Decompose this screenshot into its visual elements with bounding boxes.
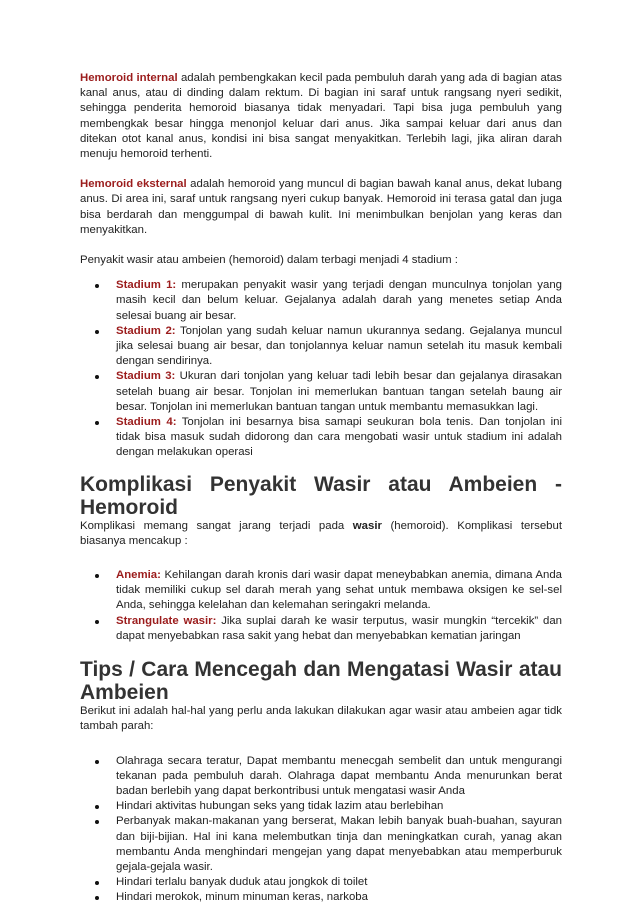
paragraph-hemoroid-internal	[80, 71, 562, 162]
strangulate-term: Strangulate wasir:	[116, 614, 217, 627]
complications-list	[80, 568, 562, 644]
list-item-stage-2	[80, 324, 562, 370]
paragraph-stages-lead: Penyakit wasir atau ambeien (hemoroid) dalam terbagi menjadi 4 stadium :	[80, 254, 458, 267]
tips-list	[80, 754, 562, 906]
spacer	[80, 162, 562, 177]
stage-2-text: Tonjolan yang sudah keluar namun ukurannya sedang. Gejalanya muncul jika selesai buang air besar, dan tonjolannya keluar namun setelah itu masuk kembali dengan sendirinya.	[116, 324, 562, 368]
term-hemoroid-eksternal: Hemoroid eksternal	[80, 178, 187, 191]
list-item-stage-1	[80, 278, 562, 324]
list-item-tip-2: Hindari aktivitas hubungan seks yang tidak lazim atau berlebihan	[80, 799, 562, 814]
list-item-tip-4: Hindari terlalu banyak duduk atau jongkok di toilet	[80, 875, 562, 890]
anemia-term: Anemia:	[116, 569, 161, 582]
stage-3-text: Ukuran dari tonjolan yang keluar tadi lebih besar dan gejalanya dirasakan setelah buang air besar. Tonjolan ini memerlukan bantuan tangan setelah baung air besar. Tonjolan ini memerlukan bantuan tangan untuk membantu memasukkan lagi.	[116, 370, 562, 413]
stage-4-text: Tonjolan ini besarnya bisa samapi seukuran bola tenis. Dan tonjolan ini tidak bisa masuk sudah didorong dan cara mengobati wasir untuk stadium ini adalah dengan melakukan operasi	[116, 416, 562, 459]
stage-4-term: Stadium 4:	[116, 416, 177, 429]
term-hemoroid-internal: Hemoroid internal	[80, 72, 178, 84]
spacer	[80, 238, 562, 253]
paragraph-tips-intro: Berikut ini adalah hal-hal yang perlu anda lakukan dilakukan agar wasir atau ambeien agar tidk tambah parah:	[80, 705, 562, 733]
heading-komplikasi	[80, 473, 562, 519]
document-page	[80, 71, 562, 906]
heading-komplikasi-line-1: Komplikasi Penyakit Wasir atau Ambeien -	[80, 472, 562, 496]
stages-list	[80, 278, 562, 460]
list-item-tip-1: Olahraga secara teratur, Dapat membantu menecgah sembelit dan untuk mengurangi tekanan pada pembuluh darah. Olahraga dapat membantu Anda menurunkan berat badan berlebih yang dapat berkontribusi untuk mengatasi wasir Anda	[80, 754, 562, 800]
heading-tips-line-2: Ambeien	[80, 681, 169, 705]
paragraph-komplikasi-intro	[80, 519, 562, 549]
list-item-tip-5: Hindari merokok, minum minuman keras, narkoba	[80, 890, 562, 905]
komplikasi-intro-after: (hemoroid). Komplikasi tersebut biasanya mencakup :	[80, 519, 562, 547]
strangulate-text: Jika suplai darah ke wasir terputus, wasir mungkin “tercekik” dan dapat menyebabkan rasa sakit yang hebat dan menyebabkan kematian jaringan	[116, 614, 562, 642]
text-hemoroid-internal: adalah pembengkakan kecil pada pembuluh darah yang ada di bagian atas kanal anus, atau di dinding dalam rektum. Di bagian ini saraf untuk rangsang nyeri sedikit, sehingga penderita hemoroid biasanya tidak menyadari. Tapi bisa juga pembuluh yang membengkak besar hingga menonjol keluar dari anus. Jika sampai keluar dari anus dan ditekan otot kanal anus, kondisi ini bisa sangat menyakitkan. Terlebih lagi, jika aliran darah menuju hemoroid terhenti.	[80, 72, 562, 161]
stage-1-term: Stadium 1:	[116, 279, 177, 292]
heading-tips	[80, 658, 562, 704]
komplikasi-intro-bold: wasir	[352, 519, 382, 532]
heading-komplikasi-line-2: Hemoroid	[80, 495, 179, 519]
list-item-stage-4	[80, 415, 562, 461]
text-hemoroid-eksternal: adalah hemoroid yang muncul di bagian bawah kanal anus, dekat lubang anus. Di area ini, saraf untuk rangsang nyeri cukup banyak. Hemoroid ini terasa gatal dan juga bisa berdarah dan menggumpal di bawah kulit. Ini menimbulkan benjolan yang keras dan menyakitkan.	[80, 178, 562, 236]
stage-1-text: merupakan penyakit wasir yang terjadi dengan munculnya tonjolan yang masih kecil dan belum keluar. Gejalanya adalah darah yang menetes setiap Anda selesai buang air besar.	[116, 279, 562, 322]
list-item-strangulate	[80, 614, 562, 644]
list-item-tip-3: Perbanyak makan-makanan yang berserat, Makan lebih banyak buah-buahan, sayuran dan biji-bijian. Hal ini kana melembutkan tinja dan meningkatkan curah, yanag akan membantu Anda menghindari mengejan yang dapat menyebabkan atau memperburuk gejala-gejala wasir.	[80, 814, 562, 875]
heading-tips-line-1: Tips / Cara Mencegah dan Mengatasi Wasir atau	[80, 658, 562, 682]
anemia-text: Kehilangan darah kronis dari wasir dapat meneybabkan anemia, dimana Anda tidak memiliki cukup sel darah merah yang sehat untuk membawa oksigen ke sel-sel Anda, sehingga kelelahan dan kelemahan seringakri melanda.	[116, 569, 562, 612]
paragraph-hemoroid-eksternal	[80, 177, 562, 238]
stage-3-term: Stadium 3:	[116, 370, 176, 383]
stage-2-term: Stadium 2:	[116, 324, 176, 337]
list-item-stage-3	[80, 369, 562, 415]
list-item-anemia	[80, 568, 562, 614]
komplikasi-intro-before: Komplikasi memang sangat jarang terjadi pada	[80, 519, 353, 532]
